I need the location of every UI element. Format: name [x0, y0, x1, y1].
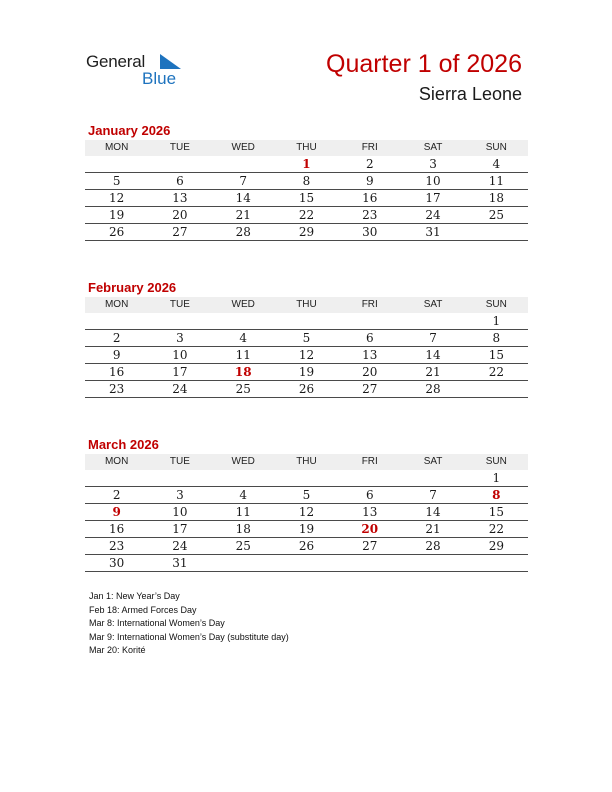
week-row — [85, 555, 528, 572]
day-cell: 18 — [488, 191, 504, 205]
holiday-notes — [89, 590, 289, 658]
day-cell: 23 — [109, 382, 125, 396]
day-cell: 13 — [362, 505, 378, 519]
day-cell: 8 — [492, 488, 501, 502]
day-cell: 24 — [425, 208, 441, 222]
empty-day-cell — [338, 555, 401, 571]
empty-day-cell — [401, 313, 464, 329]
day-cell: 26 — [298, 539, 315, 553]
week-row — [85, 224, 528, 241]
empty-day-cell — [148, 156, 211, 172]
day-cell: 20 — [362, 365, 378, 379]
day-cell: 8 — [492, 331, 501, 345]
day-cell: 19 — [109, 208, 125, 222]
empty-day-cell — [148, 470, 211, 486]
country-name: Sierra Leone — [418, 84, 522, 104]
weekday-label: SUN — [485, 456, 507, 467]
day-cell: 20 — [172, 208, 188, 222]
day-cell: 19 — [298, 522, 315, 536]
weekday-label: WED — [231, 456, 255, 467]
empty-day-cell — [275, 555, 338, 571]
day-cell: 12 — [109, 191, 125, 205]
day-cell: 25 — [235, 382, 251, 396]
day-cell: 12 — [298, 348, 315, 362]
day-cell: 5 — [302, 331, 311, 345]
day-cell: 22 — [298, 208, 315, 222]
day-cell: 30 — [109, 556, 125, 570]
day-cell: 11 — [235, 505, 251, 519]
day-cell: 14 — [425, 505, 441, 519]
day-cell: 15 — [488, 505, 504, 519]
day-cell: 2 — [112, 331, 121, 345]
weekday-label: SAT — [423, 142, 443, 153]
empty-day-cell — [465, 555, 528, 571]
day-cell: 4 — [239, 331, 248, 345]
empty-day-cell — [85, 156, 148, 172]
weekday-label: MON — [104, 456, 129, 467]
day-cell: 15 — [488, 348, 504, 362]
day-cell: 23 — [109, 539, 125, 553]
day-cell: 21 — [425, 522, 441, 536]
weekday-label: THU — [296, 142, 317, 153]
logo-word-general: General — [86, 52, 146, 71]
empty-day-cell — [212, 313, 275, 329]
week-row — [85, 156, 528, 173]
day-cell: 7 — [429, 331, 437, 345]
day-cell: 6 — [365, 331, 374, 345]
weekday-label: TUE — [169, 142, 190, 153]
empty-day-cell — [275, 470, 338, 486]
day-cell: 23 — [362, 208, 378, 222]
day-cell: 29 — [298, 225, 315, 239]
day-cell: 22 — [488, 365, 504, 379]
weekday-label: THU — [296, 456, 317, 467]
weekday-label: MON — [104, 142, 129, 153]
day-cell: 15 — [298, 191, 315, 205]
day-cell: 18 — [235, 522, 251, 536]
day-cell: 26 — [109, 225, 125, 239]
day-cell: 7 — [239, 174, 248, 188]
weekday-label: SAT — [423, 456, 443, 467]
day-cell: 27 — [172, 225, 188, 239]
day-cell: 4 — [492, 157, 501, 171]
week-row — [85, 521, 528, 538]
day-cell: 3 — [176, 488, 184, 502]
week-row — [85, 381, 528, 398]
day-cell: 31 — [425, 225, 441, 239]
day-cell: 26 — [298, 382, 315, 396]
day-cell: 17 — [425, 191, 441, 205]
empty-day-cell — [401, 470, 464, 486]
month-title: January 2026 — [88, 123, 171, 138]
day-cell: 18 — [234, 365, 252, 379]
day-cell: 10 — [172, 348, 188, 362]
month-title: February 2026 — [88, 280, 177, 295]
day-cell: 11 — [235, 348, 251, 362]
week-row — [85, 330, 528, 347]
day-cell: 27 — [362, 539, 378, 553]
day-cell: 13 — [172, 191, 188, 205]
week-row — [85, 190, 528, 207]
empty-day-cell — [212, 470, 275, 486]
day-cell: 3 — [176, 331, 184, 345]
empty-day-cell — [401, 555, 464, 571]
day-cell: 6 — [176, 174, 184, 188]
day-cell: 7 — [429, 488, 437, 502]
day-cell: 24 — [172, 539, 188, 553]
day-cell: 12 — [298, 505, 315, 519]
day-cell: 25 — [235, 539, 251, 553]
logo-triangle-icon — [160, 54, 182, 70]
day-cell: 9 — [112, 348, 121, 362]
weekday-label: FRI — [361, 299, 378, 310]
weekday-label: MON — [104, 299, 129, 310]
day-cell: 8 — [302, 174, 311, 188]
day-cell: 28 — [425, 539, 441, 553]
holiday-note: Jan 1: New Year’s Day — [89, 591, 180, 601]
logo-word-blue: Blue — [142, 69, 177, 88]
day-cell: 21 — [235, 208, 251, 222]
day-cell: 4 — [239, 488, 248, 502]
weekday-header — [85, 297, 528, 313]
month-march — [85, 436, 528, 572]
day-cell: 27 — [362, 382, 378, 396]
weekday-label: TUE — [169, 456, 190, 467]
weekday-label: WED — [231, 142, 255, 153]
empty-day-cell — [85, 313, 148, 329]
weekday-label: SUN — [485, 142, 507, 153]
weekday-label: FRI — [361, 142, 378, 153]
day-cell: 16 — [109, 365, 125, 379]
empty-day-cell — [465, 224, 528, 240]
day-cell: 22 — [488, 522, 504, 536]
month-january — [85, 122, 528, 241]
day-cell: 21 — [425, 365, 441, 379]
day-cell: 13 — [362, 348, 378, 362]
week-row — [85, 470, 528, 487]
holiday-note: Mar 20: Korité — [89, 645, 146, 656]
weekday-header — [85, 454, 528, 470]
day-cell: 31 — [172, 556, 188, 570]
empty-day-cell — [212, 555, 275, 571]
day-cell: 5 — [112, 174, 121, 188]
day-cell: 28 — [235, 225, 251, 239]
month-title: March 2026 — [88, 437, 159, 452]
day-cell: 10 — [172, 505, 188, 519]
generalblue-logo — [86, 52, 186, 92]
week-row — [85, 347, 528, 364]
day-cell: 20 — [361, 522, 379, 536]
day-cell: 5 — [302, 488, 311, 502]
day-cell: 28 — [425, 382, 441, 396]
day-cell: 25 — [488, 208, 504, 222]
holiday-note: Mar 8: International Women’s Day — [89, 618, 225, 629]
quarter-title: Quarter 1 of 2026 — [326, 50, 522, 78]
weekday-label: TUE — [169, 299, 190, 310]
day-cell: 30 — [362, 225, 378, 239]
day-cell: 19 — [298, 365, 315, 379]
day-cell: 1 — [492, 471, 501, 485]
empty-day-cell — [338, 470, 401, 486]
day-cell: 2 — [112, 488, 121, 502]
day-cell: 14 — [235, 191, 251, 205]
month-february — [85, 279, 528, 398]
empty-day-cell — [275, 313, 338, 329]
day-cell: 6 — [365, 488, 374, 502]
day-cell: 29 — [488, 539, 504, 553]
weekday-label: SAT — [423, 299, 443, 310]
empty-day-cell — [85, 470, 148, 486]
weekday-label: WED — [231, 299, 255, 310]
day-cell: 9 — [365, 174, 374, 188]
week-row — [85, 487, 528, 504]
weekday-label: FRI — [361, 456, 378, 467]
weekday-header — [85, 140, 528, 156]
day-cell: 10 — [425, 174, 441, 188]
empty-day-cell — [148, 313, 211, 329]
week-row — [85, 538, 528, 555]
week-row — [85, 364, 528, 381]
day-cell: 2 — [365, 157, 374, 171]
day-cell: 17 — [172, 522, 188, 536]
empty-day-cell — [465, 381, 528, 397]
weekday-label: SUN — [485, 299, 507, 310]
day-cell: 3 — [429, 157, 437, 171]
day-cell: 16 — [362, 191, 378, 205]
day-cell: 1 — [302, 157, 311, 171]
day-cell: 1 — [492, 314, 501, 328]
holiday-note: Feb 18: Armed Forces Day — [89, 604, 197, 615]
day-cell: 17 — [172, 365, 188, 379]
day-cell: 24 — [172, 382, 188, 396]
week-row — [85, 207, 528, 224]
day-cell: 11 — [488, 174, 504, 188]
empty-day-cell — [212, 156, 275, 172]
day-cell: 14 — [425, 348, 441, 362]
weekday-label: THU — [296, 299, 317, 310]
empty-day-cell — [338, 313, 401, 329]
holiday-note: Mar 9: International Women’s Day (substitute day) — [89, 631, 289, 642]
week-row — [85, 313, 528, 330]
week-row — [85, 173, 528, 190]
day-cell: 16 — [109, 522, 125, 536]
day-cell: 9 — [112, 505, 121, 519]
week-row — [85, 504, 528, 521]
